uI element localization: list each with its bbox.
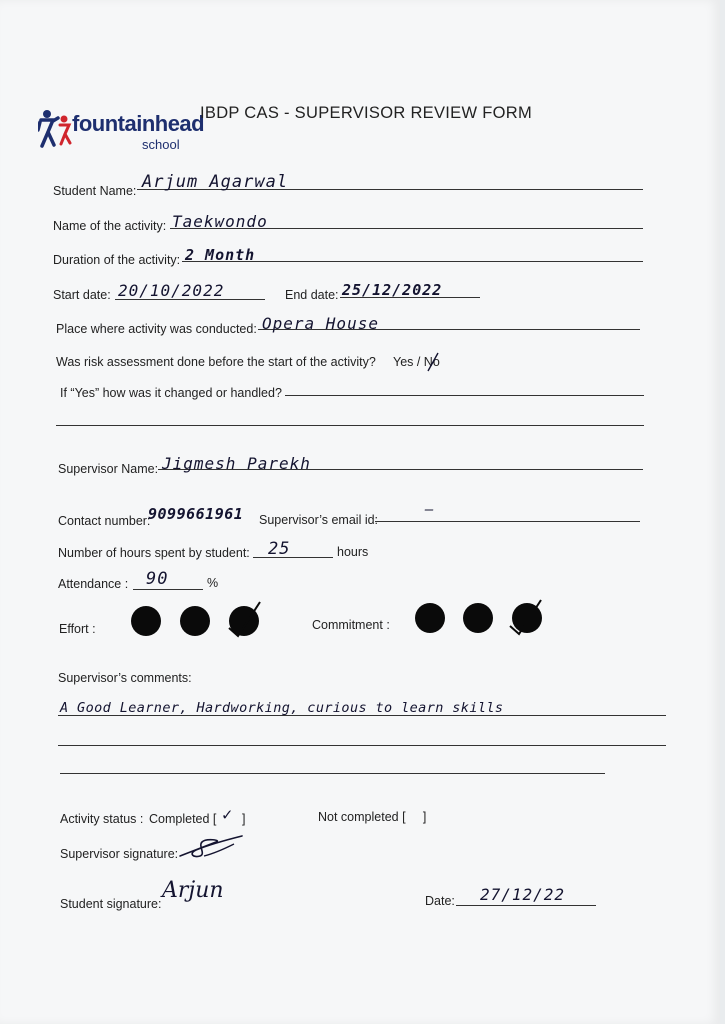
place-value: Opera House — [262, 314, 379, 333]
commitment-label: Commitment : — [312, 618, 390, 632]
contact-label: Contact number: — [58, 514, 151, 528]
completed-close: ] — [242, 812, 246, 826]
activity-value: Taekwondo — [172, 212, 268, 231]
fountainhead-logo-icon — [38, 108, 74, 148]
hours-line — [253, 557, 333, 558]
comments-line-3 — [60, 773, 605, 774]
supervisor-signature-label: Supervisor signature: — [60, 847, 179, 861]
end-date-value: 25/12/2022 — [342, 281, 443, 299]
risk-strike-mark — [425, 351, 441, 373]
attendance-unit: % — [207, 576, 219, 590]
completed-label: Completed [ — [149, 812, 217, 826]
comments-line-1 — [58, 715, 666, 716]
comments-line-2 — [58, 745, 666, 746]
attendance-line — [133, 589, 203, 590]
completed-check-mark: ✓ — [222, 805, 234, 825]
risk-label: Was risk assessment done before the start of the activity? — [56, 355, 376, 369]
if-yes-label: If “Yes” how was it changed or handled? — [60, 386, 282, 400]
not-completed-label: Not completed [ ] — [318, 810, 427, 824]
comments-value: A Good Learner, Hardworking, curious to learn skills — [60, 700, 504, 716]
if-yes-line-1 — [285, 395, 644, 396]
hours-value: 25 — [268, 539, 291, 559]
form-title: IBDP CAS - SUPERVISOR REVIEW FORM — [200, 104, 533, 122]
student-name-value: Arjum Agarwal — [142, 172, 289, 192]
supervisor-name-label: Supervisor Name: — [58, 462, 159, 476]
if-yes-line-2 — [56, 425, 644, 426]
effort-dot-2 — [180, 606, 210, 636]
date-value: 27/12/22 — [480, 885, 566, 904]
attendance-value: 90 — [146, 569, 169, 589]
duration-label: Duration of the activity: — [53, 253, 181, 267]
risk-options: Yes / No — [393, 355, 440, 369]
email-label: Supervisor’s email id: — [259, 513, 379, 527]
student-signature-value: Arjun — [162, 878, 224, 903]
logo-subtext: school — [142, 137, 180, 152]
comments-label: Supervisor’s comments: — [58, 671, 192, 685]
effort-label: Effort : — [59, 622, 96, 636]
duration-value: 2 Month — [185, 246, 256, 264]
start-date-label: Start date: — [53, 288, 111, 302]
place-label: Place where activity was conducted: — [56, 322, 257, 336]
activity-label: Name of the activity: — [53, 219, 167, 233]
logo-text: fountainhead — [72, 111, 205, 136]
effort-dot-1 — [131, 606, 161, 636]
commitment-tick-mark — [507, 596, 547, 638]
start-date-value: 20/10/2022 — [118, 281, 225, 300]
contact-value: 9099661961 — [148, 505, 244, 523]
commitment-dot-1 — [415, 603, 445, 633]
email-value: – — [425, 502, 435, 518]
end-date-label: End date: — [285, 288, 339, 302]
status-label: Activity status : — [60, 812, 144, 826]
date-line — [456, 905, 596, 906]
supervisor-name-value: Jigmesh Parekh — [162, 454, 311, 473]
supervisor-signature-image — [176, 832, 248, 866]
email-line — [375, 521, 640, 522]
student-name-label: Student Name: — [53, 184, 137, 198]
hours-label: Number of hours spent by student: — [58, 546, 250, 560]
student-signature-label: Student signature: — [60, 897, 162, 911]
commitment-dot-2 — [463, 603, 493, 633]
attendance-label: Attendance : — [58, 577, 129, 591]
hours-unit: hours — [337, 545, 369, 559]
effort-tick-mark — [226, 598, 266, 640]
date-label: Date: — [425, 894, 455, 908]
